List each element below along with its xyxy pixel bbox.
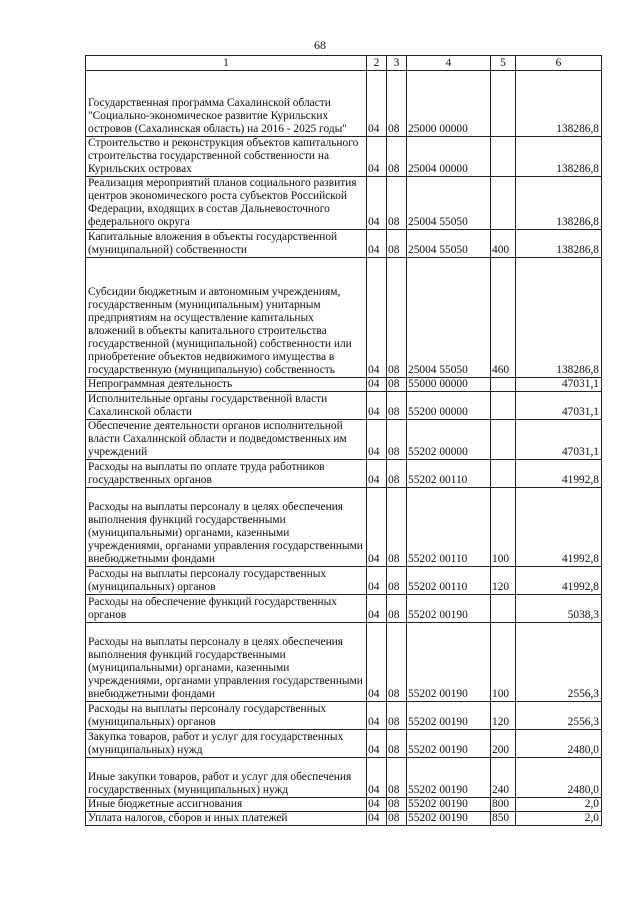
row-section-cell: 04 xyxy=(367,623,387,702)
table-row xyxy=(86,460,602,488)
row-expense-type-cell: 460 xyxy=(491,258,516,378)
row-subsection-cell: 08 xyxy=(387,137,407,177)
row-expense-type-cell: 120 xyxy=(491,567,516,595)
row-expense-type-cell xyxy=(491,71,516,137)
table-row xyxy=(86,812,602,826)
row-name-cell: Расходы на выплаты персоналу в целях обеспечения выполнения функций государственными (муниципальными) органами, казенными учреждениями, органами управления государственными внебюджетными фондами xyxy=(86,623,367,702)
table-row xyxy=(86,758,602,798)
row-expense-type-cell: 850 xyxy=(491,812,516,826)
row-expense-type-cell xyxy=(491,137,516,177)
row-expense-type-cell xyxy=(491,177,516,230)
row-name-cell: Обеспечение деятельности органов исполнительной власти Сахалинской области и подведомственных им учреждений xyxy=(86,420,367,460)
column-header-1: 1 xyxy=(86,56,367,71)
table-row xyxy=(86,702,602,730)
row-section-cell: 04 xyxy=(367,730,387,758)
row-name-cell: Закупка товаров, работ и услуг для государственных (муниципальных) нужд xyxy=(86,730,367,758)
table-row xyxy=(86,567,602,595)
column-header-2: 2 xyxy=(367,56,387,71)
row-name-cell: Расходы на выплаты по оплате труда работников государственных органов xyxy=(86,460,367,488)
row-target-code-cell: 55202 00110 xyxy=(407,567,491,595)
table-row xyxy=(86,258,602,378)
table-row xyxy=(86,595,602,623)
row-subsection-cell: 08 xyxy=(387,812,407,826)
row-name-cell: Строительство и реконструкция объектов капитального строительства государственной собственности на Курильских островах xyxy=(86,137,367,177)
row-target-code-cell: 25004 55050 xyxy=(407,230,491,258)
table-row xyxy=(86,623,602,702)
table-row xyxy=(86,420,602,460)
row-subsection-cell: 08 xyxy=(387,595,407,623)
row-amount-cell: 2556,3 xyxy=(516,702,602,730)
row-expense-type-cell: 400 xyxy=(491,230,516,258)
row-name-cell: Расходы на выплаты персоналу государственных (муниципальных) органов xyxy=(86,567,367,595)
row-name-cell: Капитальные вложения в объекты государственной (муниципальной) собственности xyxy=(86,230,367,258)
row-amount-cell: 41992,8 xyxy=(516,567,602,595)
row-section-cell: 04 xyxy=(367,137,387,177)
row-section-cell: 04 xyxy=(367,567,387,595)
row-section-cell: 04 xyxy=(367,71,387,137)
row-target-code-cell: 25004 00000 xyxy=(407,137,491,177)
row-name-cell: Расходы на выплаты персоналу государственных (муниципальных) органов xyxy=(86,702,367,730)
table-row xyxy=(86,137,602,177)
row-target-code-cell: 55202 00190 xyxy=(407,812,491,826)
row-amount-cell: 138286,8 xyxy=(516,137,602,177)
row-expense-type-cell xyxy=(491,392,516,420)
row-expense-type-cell: 240 xyxy=(491,758,516,798)
table-row xyxy=(86,71,602,137)
row-subsection-cell: 08 xyxy=(387,420,407,460)
row-name-cell: Исполнительные органы государственной власти Сахалинской области xyxy=(86,392,367,420)
row-section-cell: 04 xyxy=(367,177,387,230)
row-section-cell: 04 xyxy=(367,702,387,730)
budget-table xyxy=(85,55,602,826)
row-section-cell: 04 xyxy=(367,758,387,798)
row-subsection-cell: 08 xyxy=(387,230,407,258)
row-name-cell: Реализация мероприятий планов социального развития центров экономического роста субъектов Российской Федерации, входящих в состав Дальневосточного федерального округа xyxy=(86,177,367,230)
row-amount-cell: 138286,8 xyxy=(516,71,602,137)
row-section-cell: 04 xyxy=(367,595,387,623)
row-target-code-cell: 25004 55050 xyxy=(407,258,491,378)
table-row xyxy=(86,798,602,812)
row-amount-cell: 2,0 xyxy=(516,798,602,812)
table-row xyxy=(86,378,602,392)
column-header-5: 5 xyxy=(491,56,516,71)
row-expense-type-cell xyxy=(491,420,516,460)
row-subsection-cell: 08 xyxy=(387,623,407,702)
row-name-cell: Расходы на выплаты персоналу в целях обеспечения выполнения функций государственными (муниципальными) органами, казенными учреждениями, органами управления государственными внебюджетными фондами xyxy=(86,488,367,567)
row-name-cell: Иные бюджетные ассигнования xyxy=(86,798,367,812)
row-section-cell: 04 xyxy=(367,812,387,826)
row-target-code-cell: 55202 00190 xyxy=(407,623,491,702)
row-subsection-cell: 08 xyxy=(387,758,407,798)
column-header-6: 6 xyxy=(516,56,602,71)
table-row xyxy=(86,730,602,758)
row-amount-cell: 2480,0 xyxy=(516,758,602,798)
row-section-cell: 04 xyxy=(367,392,387,420)
row-target-code-cell: 55202 00190 xyxy=(407,730,491,758)
row-target-code-cell: 55200 00000 xyxy=(407,392,491,420)
row-subsection-cell: 08 xyxy=(387,177,407,230)
row-amount-cell: 138286,8 xyxy=(516,258,602,378)
table-row xyxy=(86,230,602,258)
row-name-cell: Субсидии бюджетным и автономным учреждениям, государственным (муниципальным) унитарным предприятиям на осуществление капитальных вложений в объекты капитального строительства государственной (муниципальной) собственности или приобретение объектов недвижимого имущества в государственную (муниципальную) собственность xyxy=(86,258,367,378)
row-subsection-cell: 08 xyxy=(387,730,407,758)
row-section-cell: 04 xyxy=(367,258,387,378)
column-header-3: 3 xyxy=(387,56,407,71)
row-subsection-cell: 08 xyxy=(387,702,407,730)
row-expense-type-cell xyxy=(491,595,516,623)
row-section-cell: 04 xyxy=(367,488,387,567)
row-target-code-cell: 25000 00000 xyxy=(407,71,491,137)
row-name-cell: Государственная программа Сахалинской области "Социально-экономическое развитие Курильских островов (Сахалинская область) на 2016 - 2025 годы" xyxy=(86,71,367,137)
row-name-cell: Расходы на обеспечение функций государственных органов xyxy=(86,595,367,623)
row-target-code-cell: 25004 55050 xyxy=(407,177,491,230)
row-section-cell: 04 xyxy=(367,420,387,460)
row-target-code-cell: 55202 00190 xyxy=(407,798,491,812)
row-amount-cell: 2480,0 xyxy=(516,730,602,758)
row-section-cell: 04 xyxy=(367,460,387,488)
row-amount-cell: 138286,8 xyxy=(516,177,602,230)
table-header-row xyxy=(86,56,602,71)
row-target-code-cell: 55202 00190 xyxy=(407,595,491,623)
row-expense-type-cell xyxy=(491,460,516,488)
table-row xyxy=(86,177,602,230)
row-target-code-cell: 55202 00110 xyxy=(407,460,491,488)
row-target-code-cell: 55000 00000 xyxy=(407,378,491,392)
row-expense-type-cell: 100 xyxy=(491,623,516,702)
row-name-cell: Непрограммная деятельность xyxy=(86,378,367,392)
row-amount-cell: 47031,1 xyxy=(516,378,602,392)
row-amount-cell: 41992,8 xyxy=(516,460,602,488)
row-subsection-cell: 08 xyxy=(387,71,407,137)
row-expense-type-cell: 800 xyxy=(491,798,516,812)
row-expense-type-cell: 200 xyxy=(491,730,516,758)
row-amount-cell: 2556,3 xyxy=(516,623,602,702)
table-row xyxy=(86,392,602,420)
column-header-4: 4 xyxy=(407,56,491,71)
row-subsection-cell: 08 xyxy=(387,488,407,567)
row-subsection-cell: 08 xyxy=(387,460,407,488)
row-target-code-cell: 55202 00110 xyxy=(407,488,491,567)
row-name-cell: Иные закупки товаров, работ и услуг для обеспечения государственных (муниципальных) нужд xyxy=(86,758,367,798)
row-expense-type-cell: 120 xyxy=(491,702,516,730)
row-subsection-cell: 08 xyxy=(387,392,407,420)
row-amount-cell: 41992,8 xyxy=(516,488,602,567)
table-row xyxy=(86,488,602,567)
row-section-cell: 04 xyxy=(367,230,387,258)
row-subsection-cell: 08 xyxy=(387,798,407,812)
row-subsection-cell: 08 xyxy=(387,378,407,392)
row-section-cell: 04 xyxy=(367,378,387,392)
row-amount-cell: 47031,1 xyxy=(516,392,602,420)
row-expense-type-cell xyxy=(491,378,516,392)
row-section-cell: 04 xyxy=(367,798,387,812)
row-expense-type-cell: 100 xyxy=(491,488,516,567)
row-subsection-cell: 08 xyxy=(387,258,407,378)
row-target-code-cell: 55202 00190 xyxy=(407,702,491,730)
page-number: 68 xyxy=(314,38,326,52)
row-amount-cell: 5038,3 xyxy=(516,595,602,623)
row-name-cell: Уплата налогов, сборов и иных платежей xyxy=(86,812,367,826)
row-target-code-cell: 55202 00190 xyxy=(407,758,491,798)
row-amount-cell: 138286,8 xyxy=(516,230,602,258)
row-amount-cell: 2,0 xyxy=(516,812,602,826)
row-target-code-cell: 55202 00000 xyxy=(407,420,491,460)
row-amount-cell: 47031,1 xyxy=(516,420,602,460)
row-subsection-cell: 08 xyxy=(387,567,407,595)
